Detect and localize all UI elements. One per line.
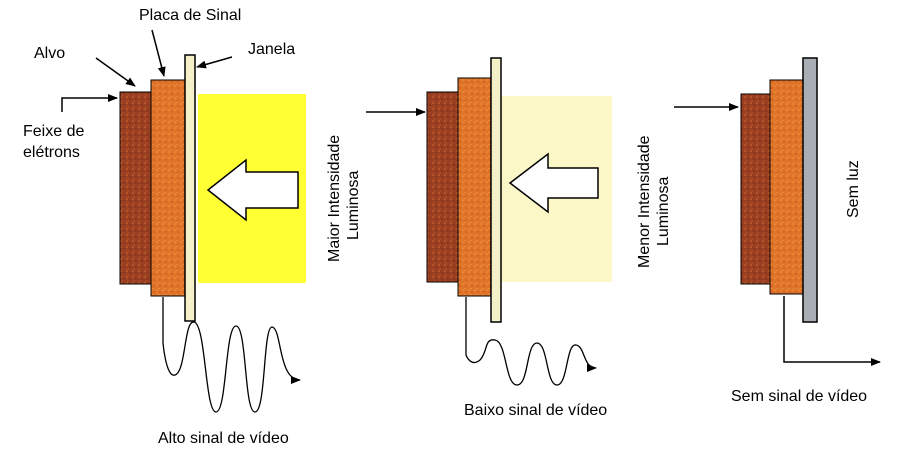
alvo-label: Alvo	[34, 45, 66, 62]
target-layer	[120, 92, 152, 284]
target-layer	[741, 94, 770, 284]
panel-low-light	[366, 58, 672, 419]
video-signal-wave	[466, 297, 596, 385]
window-glass-dark	[803, 58, 817, 322]
video-signal-wave	[163, 297, 300, 412]
light-label-line2: Luminosa	[345, 170, 362, 240]
window-glass	[491, 58, 501, 322]
signal-caption: Baixo sinal de vídeo	[464, 402, 608, 419]
signal-plate	[458, 78, 491, 296]
light-label-line2: Luminosa	[655, 176, 672, 246]
placa-leader	[152, 30, 164, 76]
feixe-label-line2: elétrons	[23, 144, 80, 161]
panel-no-light	[674, 58, 880, 405]
electron-beam-arrow	[62, 98, 117, 112]
light-label-line1: Maior Intensidade	[326, 134, 343, 262]
light-label-line1: Menor Intensidade	[636, 135, 653, 268]
janela-leader	[197, 57, 232, 67]
alvo-leader	[96, 58, 135, 86]
panel-high-light	[23, 7, 362, 447]
janela-label: Janela	[248, 41, 296, 58]
light-label-line1: Sem luz	[845, 160, 862, 218]
placa-de-sinal-label: Placa de Sinal	[139, 7, 242, 24]
signal-caption: Sem sinal de vídeo	[731, 388, 868, 405]
signal-caption: Alto sinal de vídeo	[158, 430, 289, 447]
signal-plate	[151, 80, 186, 296]
flat-signal-line	[784, 296, 880, 362]
target-layer	[427, 92, 458, 282]
window-glass	[185, 55, 195, 321]
feixe-label-line1: Feixe de	[23, 123, 85, 140]
signal-plate	[770, 80, 804, 294]
